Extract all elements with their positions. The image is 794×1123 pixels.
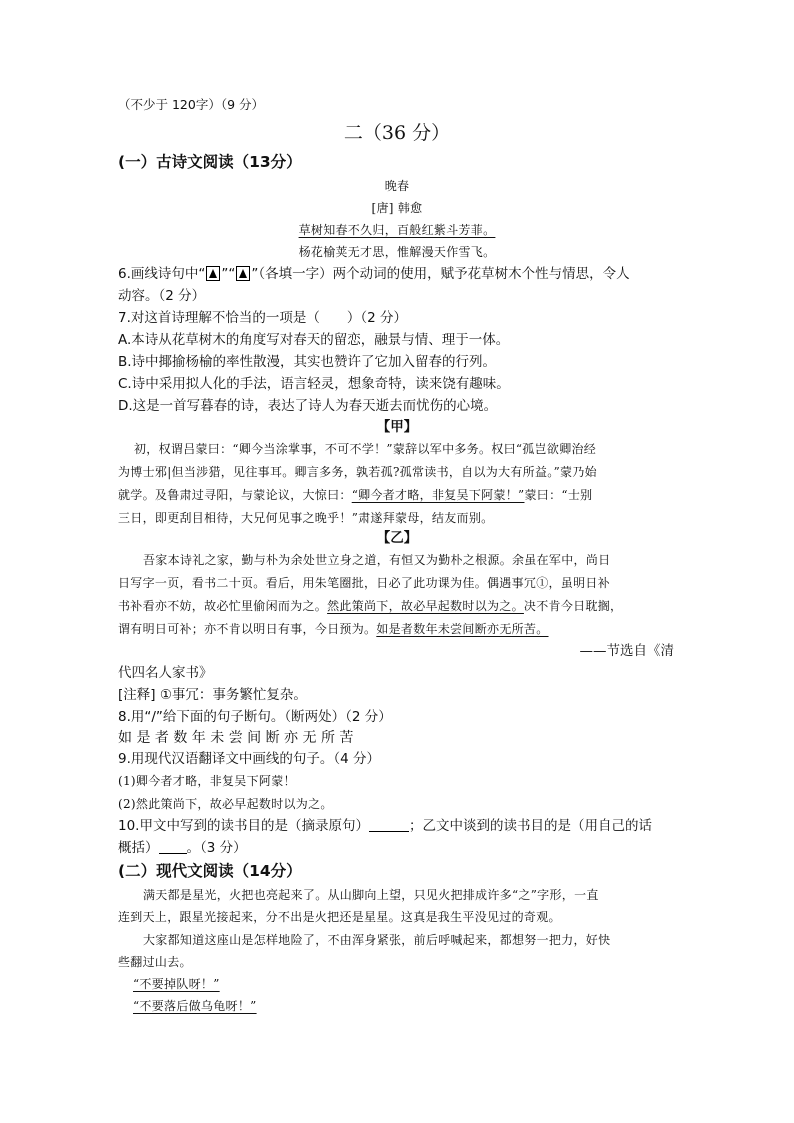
yi-line-4: [118, 620, 549, 638]
poem-line-2: 杨花榆荚无才思，惟解漫天作雪飞。: [298, 245, 496, 259]
q7-option-d: D.这是一首写暮春的诗，表达了诗人为春天逝去而忧伤的心境。: [118, 398, 498, 414]
yi-underlined-sentence-2: 如是者数年未尝间断亦无所苦。: [376, 622, 549, 636]
q8-sentence: 如 是 者 数 年 未 尝 间 断 亦 无 所 苦: [118, 730, 354, 746]
yi-line-4a: 谓有明日可补；亦不肯以明日有事，今日预为。: [118, 622, 377, 636]
q10-answer-blank-1[interactable]: [369, 817, 409, 832]
yi-line-3: [118, 597, 622, 615]
yi-line-2: 日写字一页，看书二十页。看后，用朱笔圈批，日必了此功课为佳。偶遇事冗①，虽明日补: [118, 576, 611, 590]
q10-answer-blank-2[interactable]: [159, 839, 187, 854]
yi-line-3b: 决不肯今日耽搁，: [523, 599, 623, 613]
shout-1-text: “不要掉队呀！”: [133, 977, 220, 991]
modern-shout-1: [133, 975, 220, 993]
shout-2-text: “不要落后做乌龟呀！”: [133, 999, 257, 1013]
q10-text-b: ；乙文中谈到的读书目的是（用自己的话: [408, 818, 652, 834]
q7-option-b: B.诗中揶揄杨榆的率性散漫，其实也赞许了它加入留春的行列。: [118, 354, 497, 370]
poem-author: [唐] 韩愈: [371, 201, 423, 215]
annotation-note: [注释] ①事冗：事务繁忙复杂。: [118, 687, 307, 703]
part1-heading: (一）古诗文阅读（13分）: [118, 153, 302, 171]
jia-line-3a: 就学。及鲁肃过寻阳，与蒙论议，大惊曰：: [118, 488, 352, 502]
question-6: [118, 265, 630, 283]
q6-text-post: ”（各填一字）两个动词的使用，赋予花草树木个性与情思，令人: [251, 266, 630, 282]
question-10-line-1: [118, 817, 652, 835]
poem-line-1-text: 草树知春不久归，百般红紫斗芳菲。: [298, 223, 496, 237]
triangle-blank-icon: [206, 266, 220, 281]
q6-line-2: 动容。（2 分）: [118, 288, 206, 304]
passage-jia-label: 【甲】: [376, 419, 418, 435]
jia-line-4: 三日，即更刮目相待，大兄何见事之晚乎！”肃遂拜蒙母，结友而别。: [118, 511, 494, 525]
q6-text-mid: ”“: [221, 266, 236, 282]
q9-sentence-1: (1)卿今者才略，非复吴下阿蒙！: [118, 774, 296, 788]
jia-line-2: 为博士邪|但当涉猎，见往事耳。卿言多务，孰若孤?孤常读书，自以为大有所益。”蒙乃始: [118, 465, 597, 479]
question-8-stem: 8.用“/”给下面的句子断句。（断两处）（2 分）: [118, 709, 392, 725]
q6-text-pre: 6.画线诗句中“: [118, 266, 206, 282]
q10-text-c: 概括）: [118, 840, 159, 856]
yi-source-line-1: ——节选自《清: [579, 643, 674, 659]
q10-text-a: 10.甲文中写到的读书目的是（摘录原句）: [118, 818, 369, 834]
part2-heading: (二）现代文阅读（14分）: [118, 862, 302, 880]
jia-underlined-sentence: “卿今者才略，非复吴下阿蒙！”: [351, 488, 525, 502]
q10-text-d: 。（3 分）: [186, 840, 247, 856]
poem-title: 晚春: [384, 179, 410, 193]
passage-yi-label: 【乙】: [376, 530, 418, 546]
modern-line-1: 满天都是星光，火把也亮起来了。从山脚向上望，只见火把排成许多“之”字形，一直: [143, 888, 599, 902]
question-9-stem: 9.用现代汉语翻译文中画线的句子。（4 分）: [118, 751, 381, 767]
jia-line-1: 初，权谓吕蒙曰：“卿今当涂掌事，不可不学！”蒙辞以军中多务。权曰“孤岂欲卿治经: [134, 442, 597, 456]
question-7-stem: 7.对这首诗理解不恰当的一项是（ ）（2 分）: [118, 310, 408, 326]
yi-line-1: 吾家本诗礼之家，勤与朴为余处世立身之道，有恒又为勤朴之根源。余虽在军中，尚日: [143, 553, 611, 567]
section-title: 二（36 分）: [343, 122, 451, 144]
modern-line-2: 连到天上，跟星光接起来，分不出是火把还是星星。这真是我生平没见过的奇观。: [118, 910, 561, 924]
yi-underlined-sentence-1: 然此策尚下，故必早起数时以为之。: [327, 599, 524, 613]
jia-line-3: [118, 486, 592, 504]
jia-line-3b: 蒙曰：“士别: [524, 488, 593, 502]
q7-option-c: C.诗中采用拟人化的手法，语言轻灵，想象奇特，读来饶有趣味。: [118, 376, 510, 392]
yi-source-line-2: 代四名人家书》: [118, 665, 213, 681]
q7-option-a: A.本诗从花草树木的角度写对春天的留恋，融景与情、理于一体。: [118, 332, 510, 348]
question-10-line-2: [118, 839, 247, 857]
modern-line-4: 些翻过山去。: [118, 955, 192, 969]
poem-line-1: [0, 221, 794, 239]
modern-line-3: 大家都知道这座山是怎样地险了，不由浑身紧张，前后呼喊起来，都想努一把力，好快: [143, 933, 611, 947]
word-count-note: （不少于 120字）（9 分）: [118, 97, 265, 112]
q9-sentence-2: (2)然此策尚下，故必早起数时以为之。: [118, 797, 333, 811]
modern-shout-2: [133, 997, 257, 1015]
triangle-blank-icon: [236, 266, 250, 281]
yi-line-3a: 书补看亦不妨，故必忙里偷闲而为之。: [118, 599, 328, 613]
